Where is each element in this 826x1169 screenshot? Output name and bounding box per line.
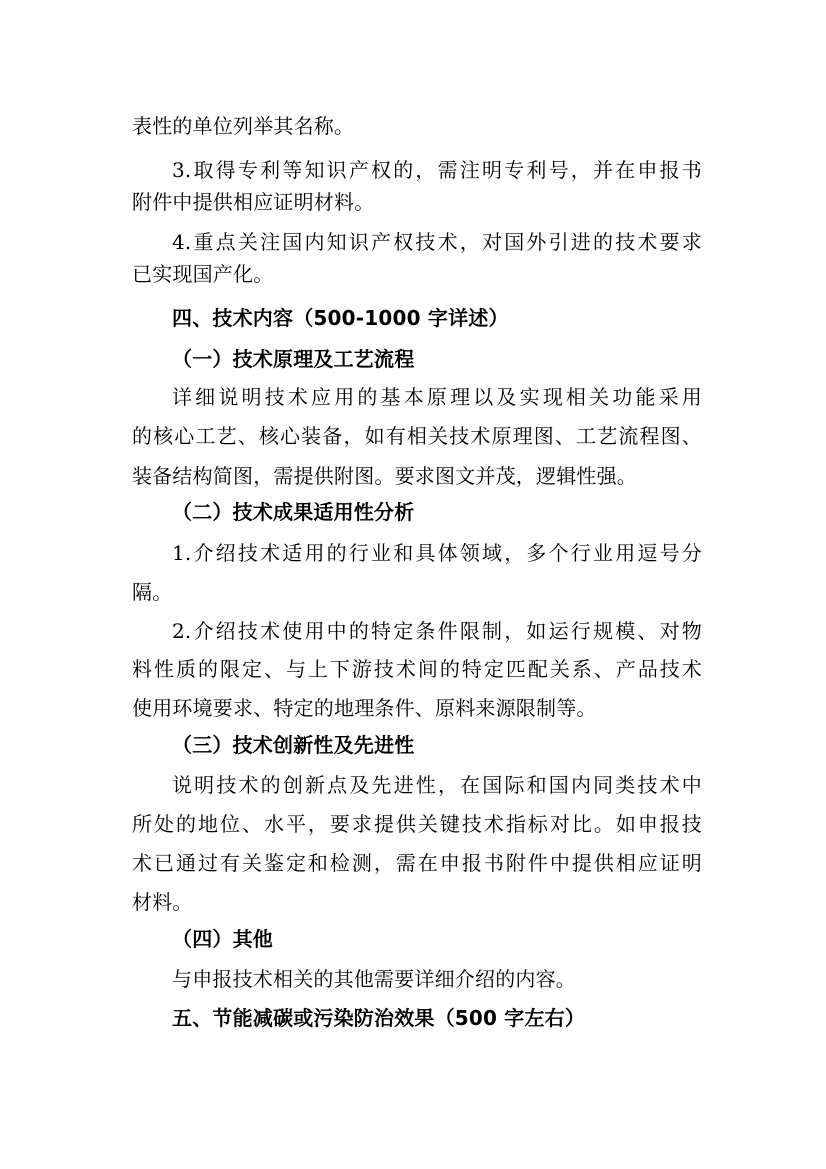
- paragraph-line: 材料。: [132, 890, 193, 914]
- subsection-heading: （二）技术成果适用性分析: [172, 500, 415, 524]
- paragraph-line: 隔。: [132, 580, 173, 604]
- paragraph-line: 3.取得专利等知识产权的，需注明专利号，并在申报书: [172, 158, 702, 182]
- paragraph-line: 与申报技术相关的其他需要详细介绍的内容。: [172, 967, 576, 991]
- paragraph-line: 装备结构简图，需提供附图。要求图文并茂，逻辑性强。: [132, 464, 637, 488]
- subsection-heading: （一）技术原理及工艺流程: [172, 347, 415, 371]
- subsection-heading: （三）技术创新性及先进性: [172, 733, 415, 757]
- paragraph-line: 表性的单位列举其名称。: [132, 114, 355, 138]
- paragraph-line: 说明技术的创新点及先进性，在国际和国内同类技术中: [172, 773, 702, 797]
- paragraph-line: 使用环境要求、特定的地理条件、原料来源限制等。: [132, 696, 597, 720]
- paragraph-line: 附件中提供相应证明材料。: [132, 190, 375, 214]
- paragraph-line: 1.介绍技术适用的行业和具体领域，多个行业用逗号分: [172, 541, 702, 565]
- section-heading: 四、技术内容（500-1000 字详述）: [172, 306, 509, 330]
- subsection-heading: （四）其他: [172, 927, 273, 951]
- paragraph-line: 4.重点关注国内知识产权技术，对国外引进的技术要求: [172, 230, 702, 254]
- paragraph-line: 料性质的限定、与上下游技术间的特定匹配关系、产品技术: [132, 657, 702, 681]
- paragraph-line: 的核心工艺、核心装备，如有相关技术原理图、工艺流程图、: [132, 424, 702, 448]
- section-heading: 五、节能减碳或污染防治效果（500 字左右）: [172, 1006, 586, 1030]
- paragraph-line: 2.介绍技术使用中的特定条件限制，如运行规模、对物: [172, 619, 702, 643]
- paragraph-line: 详细说明技术应用的基本原理以及实现相关功能采用: [172, 385, 702, 409]
- paragraph-line: 已实现国产化。: [132, 262, 274, 286]
- paragraph-line: 术已通过有关鉴定和检测，需在申报书附件中提供相应证明: [132, 851, 702, 875]
- paragraph-line: 所处的地位、水平，要求提供关键技术指标对比。如申报技: [132, 812, 702, 836]
